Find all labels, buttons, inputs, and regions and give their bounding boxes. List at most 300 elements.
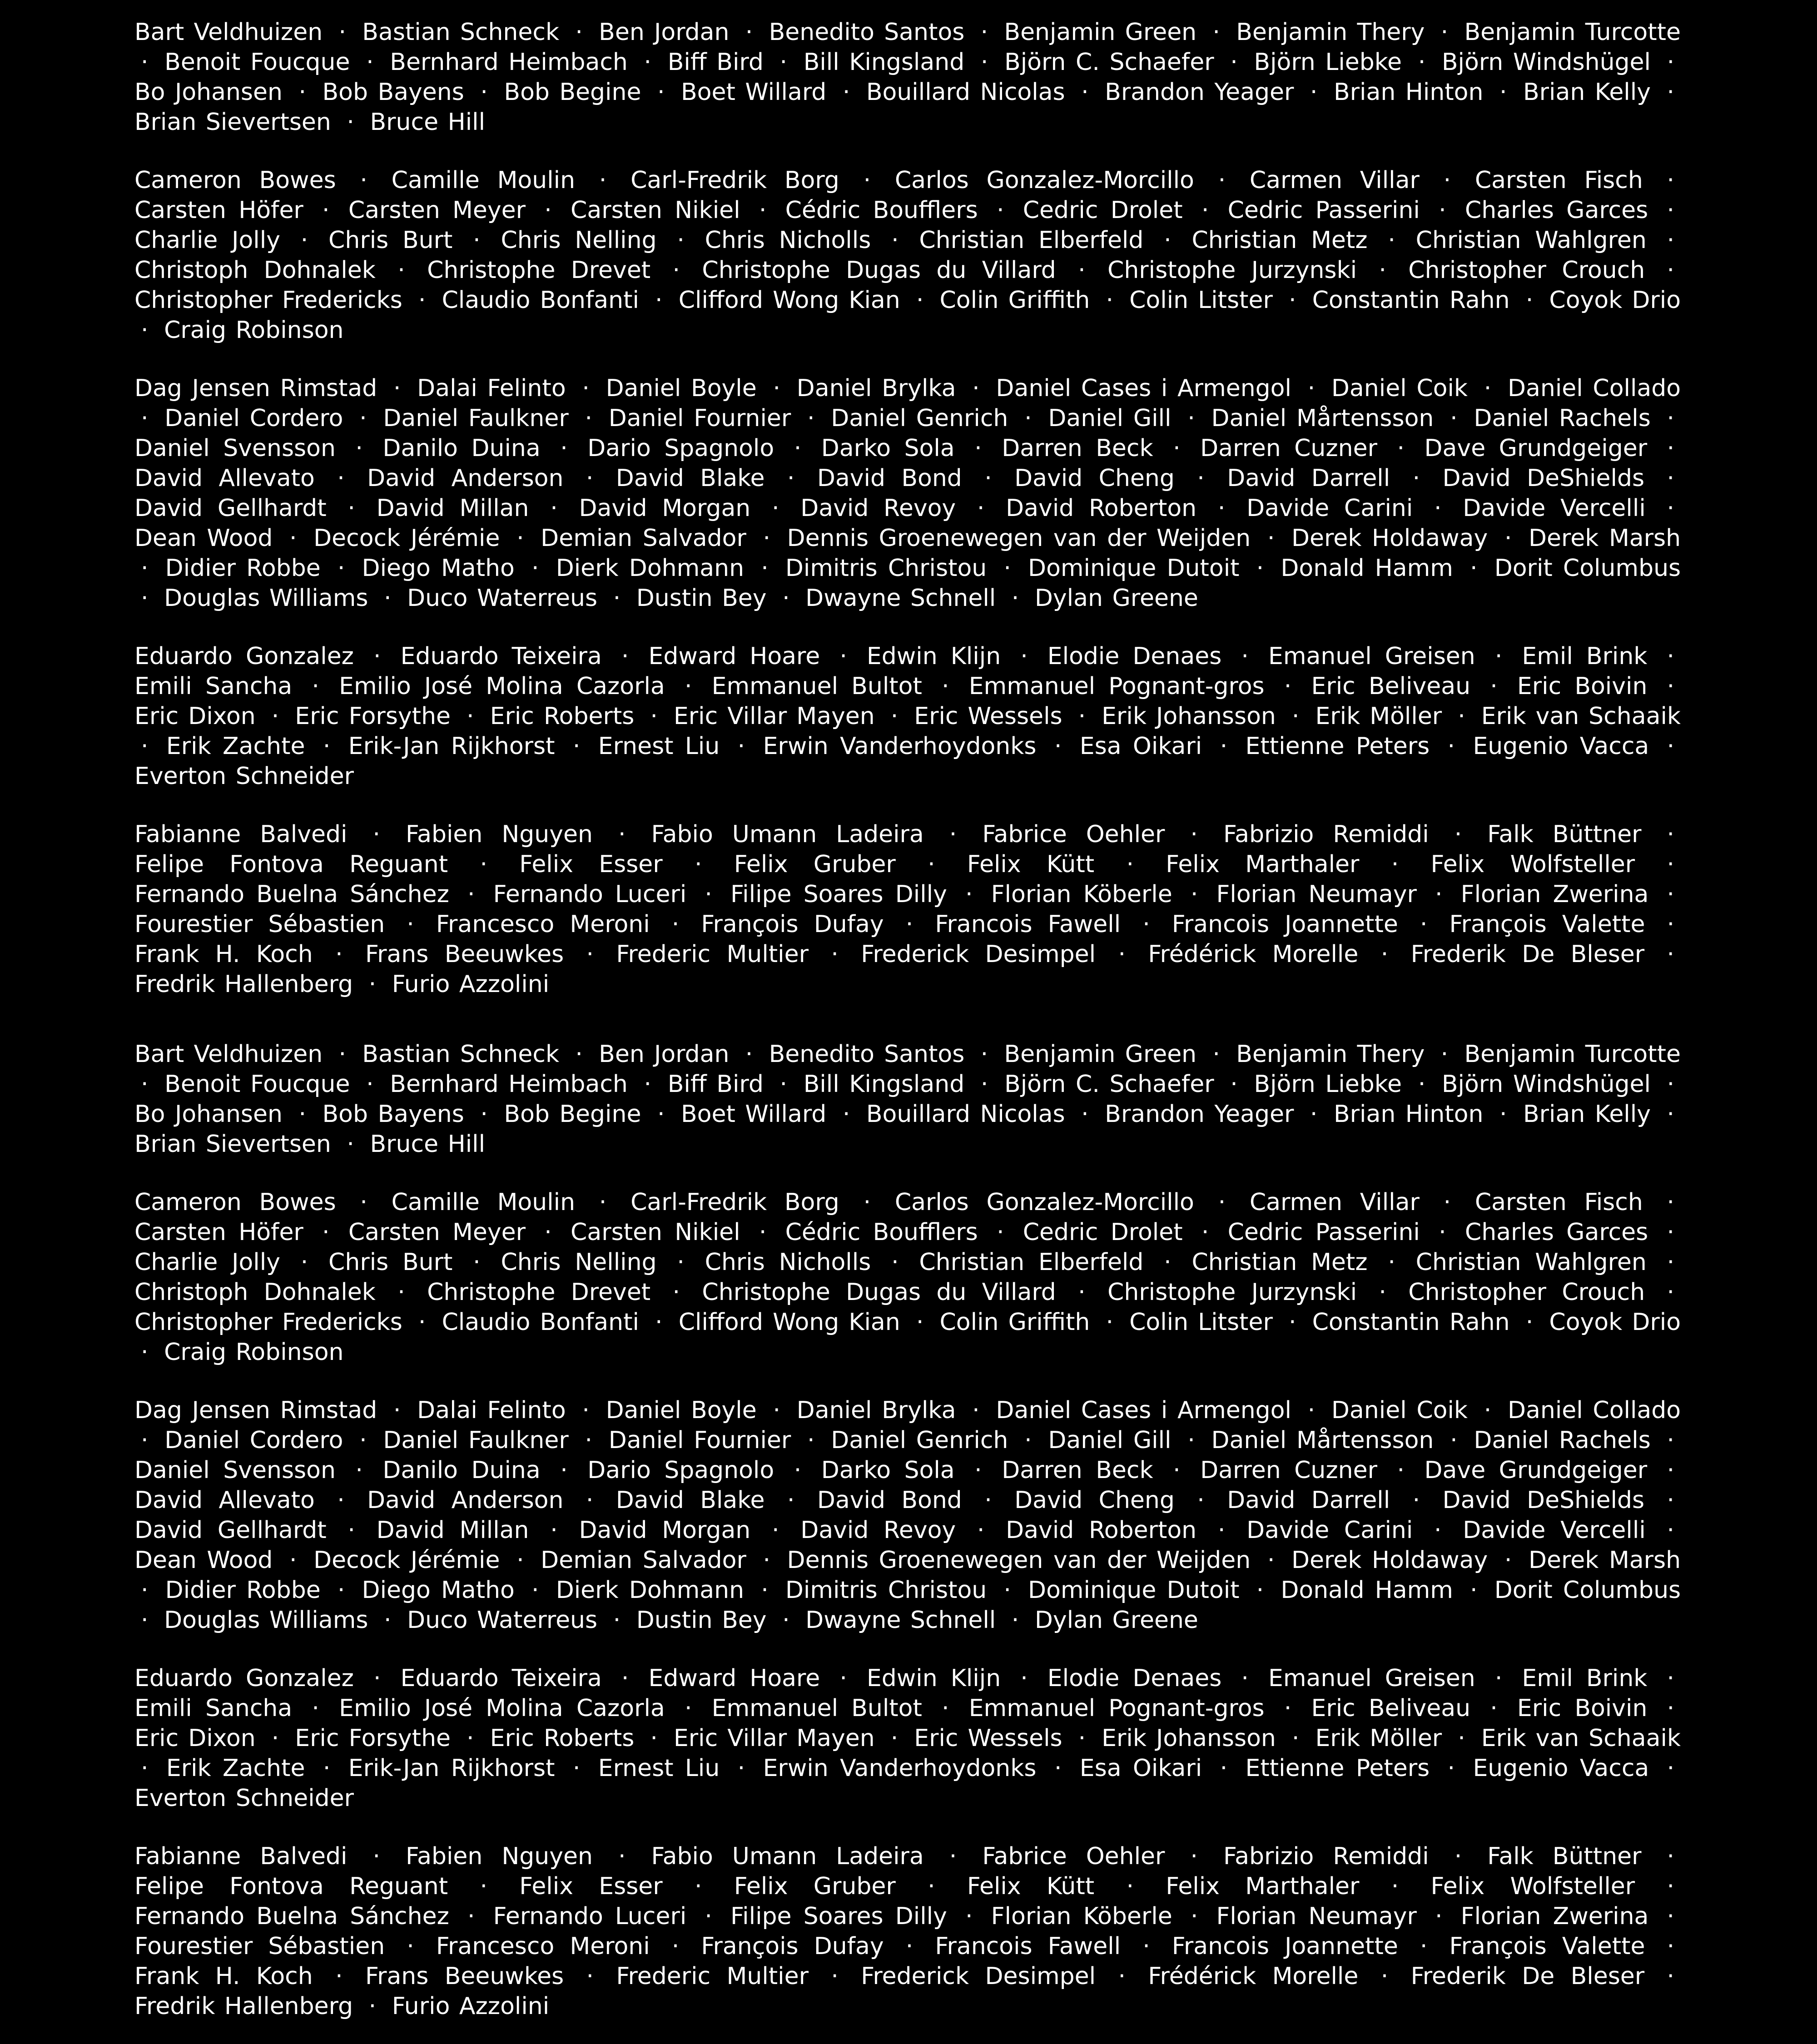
name-separator: ·	[705, 1903, 712, 1930]
name-separator: ·	[1447, 1755, 1455, 1782]
credit-name: Demian Salvador	[541, 1547, 746, 1574]
credit-name: David Morgan	[579, 495, 751, 522]
name-separator: ·	[1024, 1427, 1032, 1454]
credit-name: Frederick Desimpel	[861, 1963, 1096, 1990]
credits-list	[134, 1039, 1681, 2044]
name-separator: ·	[1187, 1427, 1195, 1454]
credit-name: Darko Sola	[821, 435, 955, 462]
credit-name: Daniel Faulkner	[383, 1427, 569, 1454]
name-separator: ·	[1454, 1843, 1462, 1870]
name-separator: ·	[977, 1517, 985, 1544]
credit-name: Colin Griffith	[939, 1309, 1090, 1336]
name-separator: ·	[1450, 405, 1458, 432]
credit-name: Daniel Mårtensson	[1211, 405, 1434, 432]
credit-name: David Anderson	[367, 1487, 564, 1514]
credit-name: Christophe Dugas du Villard	[702, 1279, 1056, 1306]
credit-name: Florian Zwerina	[1460, 1903, 1649, 1930]
name-separator: ·	[694, 1873, 702, 1900]
credit-name: Christian Elberfeld	[919, 1249, 1144, 1276]
name-separator: ·	[1434, 1517, 1442, 1544]
name-separator: ·	[338, 1041, 346, 1068]
credit-name: Emil Brink	[1522, 1665, 1648, 1692]
credit-name: David Morgan	[579, 1517, 751, 1544]
credit-name: Bart Veldhuizen	[134, 1041, 323, 1068]
name-separator: ·	[1267, 1547, 1275, 1574]
name-separator: ·	[996, 1219, 1004, 1246]
name-separator: ·	[347, 1131, 354, 1158]
credit-name: Bob Begine	[504, 1101, 641, 1128]
name-separator: ·	[1173, 435, 1181, 462]
credit-name: Carsten Fisch	[1474, 167, 1643, 194]
name-separator: ·	[1667, 435, 1675, 462]
credit-name: Daniel Genrich	[831, 1427, 1008, 1454]
credit-name: Emanuel Greisen	[1268, 1665, 1475, 1692]
credit-name: Eduardo Teixeira	[400, 1665, 602, 1692]
credit-name: Benjamin Green	[1004, 1041, 1197, 1068]
credit-name: Fourestier Sébastien	[134, 1933, 385, 1960]
name-separator: ·	[1667, 1517, 1675, 1544]
name-separator: ·	[550, 495, 558, 522]
credit-name: Everton Schneider	[134, 1785, 354, 1812]
credit-name: Björn Windshügel	[1441, 1071, 1651, 1098]
credit-name: Davide Vercelli	[1463, 495, 1646, 522]
credit-name: Cameron Bowes	[134, 1189, 336, 1216]
name-separator: ·	[1667, 1457, 1675, 1484]
credit-name: Ernest Liu	[598, 733, 720, 760]
credit-name: Fabianne Balvedi	[134, 1843, 348, 1870]
credit-name: Charlie Jolly	[134, 227, 280, 254]
name-separator: ·	[1288, 287, 1296, 314]
name-separator: ·	[1667, 1071, 1675, 1098]
credit-name: Bob Begine	[504, 79, 641, 106]
credit-name: Edward Hoare	[648, 643, 820, 670]
credit-name: Brian Hinton	[1333, 79, 1484, 106]
credit-name: Elodie Denaes	[1047, 1665, 1222, 1692]
name-separator: ·	[1439, 197, 1446, 224]
name-separator: ·	[1418, 49, 1426, 76]
credit-name: Esa Oikari	[1079, 1755, 1202, 1782]
name-separator: ·	[613, 1607, 621, 1634]
name-separator: ·	[1667, 1843, 1675, 1870]
name-separator: ·	[745, 1041, 753, 1068]
name-separator: ·	[1142, 911, 1150, 938]
name-separator: ·	[418, 1309, 426, 1336]
name-separator: ·	[1443, 1189, 1451, 1216]
credit-name: Francesco Meroni	[436, 911, 650, 938]
credit-name: Daniel Boyle	[606, 1397, 757, 1424]
name-separator: ·	[1667, 257, 1675, 284]
name-separator: ·	[1439, 1219, 1446, 1246]
credit-name: Erwin Vanderhoydonks	[763, 733, 1037, 760]
credit-name: Benjamin Turcotte	[1464, 1041, 1681, 1068]
credit-name: Daniel Cases i Armengol	[996, 1397, 1291, 1424]
credit-name: Emilio José Molina Cazorla	[339, 1695, 665, 1722]
name-separator: ·	[480, 1101, 488, 1128]
name-separator: ·	[1391, 851, 1399, 878]
name-separator: ·	[657, 1101, 665, 1128]
name-separator: ·	[1218, 1189, 1226, 1216]
credit-name: Frans Beeuwkes	[365, 941, 564, 968]
credit-name: Bernhard Heimbach	[390, 49, 628, 76]
name-separator: ·	[298, 79, 306, 106]
name-separator: ·	[368, 1993, 377, 2020]
credit-name: Eric Wessels	[914, 1725, 1062, 1752]
name-separator: ·	[905, 911, 913, 938]
credit-name: Dimitris Christou	[785, 1577, 987, 1604]
credit-name: Emmanuel Pognant-gros	[968, 1695, 1265, 1722]
credit-name: Cedric Drolet	[1023, 197, 1183, 224]
credit-name: Florian Neumayr	[1216, 1903, 1417, 1930]
credit-name: Brian Hinton	[1333, 1101, 1484, 1128]
name-separator: ·	[1667, 49, 1675, 76]
credit-name: Carl-Fredrik Borg	[630, 1189, 839, 1216]
credit-name: Darren Cuzner	[1200, 435, 1378, 462]
credit-name: Daniel Svensson	[134, 1457, 336, 1484]
credit-name: Emmanuel Bultot	[711, 673, 922, 700]
name-separator: ·	[582, 375, 590, 402]
credit-name: David Gellhardt	[134, 495, 327, 522]
credit-name: Davide Vercelli	[1463, 1517, 1646, 1544]
name-separator: ·	[794, 435, 802, 462]
name-separator: ·	[974, 435, 982, 462]
credit-name: David Darrell	[1227, 1487, 1390, 1514]
name-separator: ·	[1256, 1577, 1264, 1604]
name-separator: ·	[1470, 1577, 1478, 1604]
name-separator: ·	[794, 1457, 802, 1484]
credit-name: Felix Marthaler	[1166, 851, 1360, 878]
name-separator: ·	[1078, 1725, 1086, 1752]
credit-name: Florian Neumayr	[1216, 881, 1417, 908]
name-separator: ·	[585, 405, 592, 432]
name-separator: ·	[949, 821, 957, 848]
credit-name: Carl-Fredrik Borg	[630, 167, 839, 194]
name-separator: ·	[1420, 911, 1428, 938]
credit-name: Craig Robinson	[164, 1339, 344, 1366]
name-separator: ·	[373, 643, 381, 670]
name-separator: ·	[1667, 1189, 1675, 1216]
name-separator: ·	[650, 703, 658, 730]
credit-name: Felix Esser	[519, 1873, 663, 1900]
name-separator: ·	[684, 673, 692, 700]
name-separator: ·	[289, 525, 297, 552]
credit-name: Frank H. Koch	[134, 1963, 313, 1990]
credit-name: Daniel Faulkner	[383, 405, 569, 432]
name-separator: ·	[384, 585, 392, 612]
credit-name: Fernando Buelna Sánchez	[134, 881, 449, 908]
name-separator: ·	[1011, 585, 1019, 612]
credit-name: Chris Burt	[328, 1249, 453, 1276]
name-separator: ·	[572, 1755, 581, 1782]
credit-name: Dorit Columbus	[1494, 555, 1681, 582]
name-separator: ·	[842, 79, 850, 106]
name-separator: ·	[1667, 495, 1675, 522]
credit-name: Dave Grundgeiger	[1424, 435, 1648, 462]
name-separator: ·	[467, 1903, 475, 1930]
name-separator: ·	[684, 1695, 692, 1722]
credit-name: Colin Griffith	[939, 287, 1090, 314]
credit-name: Fernando Buelna Sánchez	[134, 1903, 449, 1930]
credit-name: David Bond	[817, 1487, 962, 1514]
name-separator: ·	[1284, 673, 1292, 700]
credit-name: Carsten Fisch	[1474, 1189, 1643, 1216]
name-separator: ·	[650, 1725, 658, 1752]
credit-name: Everton Schneider	[134, 763, 354, 790]
name-separator: ·	[480, 851, 487, 878]
credit-name: Eric Beliveau	[1311, 673, 1471, 700]
credit-name: Erik Johansson	[1102, 1725, 1276, 1752]
name-separator: ·	[1307, 375, 1316, 402]
name-separator: ·	[560, 435, 568, 462]
name-separator: ·	[1126, 1873, 1134, 1900]
credit-name: Boet Willard	[681, 79, 827, 106]
name-separator: ·	[1667, 167, 1675, 194]
name-separator: ·	[1126, 851, 1134, 878]
name-separator: ·	[335, 1963, 343, 1990]
credit-name: David Roberton	[1006, 495, 1197, 522]
credit-name: Christophe Drevet	[427, 257, 651, 284]
credit-name: Bruce Hill	[370, 109, 486, 136]
credit-name: Erik-Jan Rijkhorst	[348, 733, 555, 760]
credit-name: Clifford Wong Kian	[678, 1309, 900, 1336]
credit-name: Darren Beck	[1002, 435, 1153, 462]
credit-name: Carsten Nikiel	[571, 197, 740, 224]
credit-name: Erik-Jan Rijkhorst	[348, 1755, 555, 1782]
name-separator: ·	[1435, 1903, 1443, 1930]
name-separator: ·	[407, 1933, 414, 1960]
credit-name: Chris Nicholls	[705, 1249, 871, 1276]
credit-name: Carlos Gonzalez-Morcillo	[894, 167, 1194, 194]
credit-name: Christophe Jurzynski	[1107, 257, 1357, 284]
credit-name: Dominique Dutoit	[1028, 1577, 1240, 1604]
name-separator: ·	[980, 49, 988, 76]
name-separator: ·	[1667, 1695, 1675, 1722]
name-separator: ·	[1003, 1577, 1011, 1604]
name-separator: ·	[531, 1577, 539, 1604]
credit-name: Erik van Schaaik	[1481, 703, 1681, 730]
credit-name: Emmanuel Bultot	[711, 1695, 922, 1722]
name-separator: ·	[323, 733, 331, 760]
name-separator: ·	[671, 911, 680, 938]
credit-name: Bruce Hill	[370, 1131, 486, 1158]
name-separator: ·	[1164, 1249, 1172, 1276]
name-separator: ·	[141, 49, 149, 76]
name-separator: ·	[759, 1219, 767, 1246]
credits-section-f	[134, 819, 1681, 999]
credit-name: Falk Büttner	[1487, 821, 1642, 848]
name-separator: ·	[1667, 1755, 1675, 1782]
name-separator: ·	[372, 1843, 380, 1870]
credit-name: David Bond	[817, 465, 962, 492]
name-separator: ·	[1454, 821, 1462, 848]
name-separator: ·	[705, 881, 712, 908]
name-separator: ·	[1054, 733, 1062, 760]
credit-name: David DeShields	[1442, 1487, 1645, 1514]
credit-name: Carsten Meyer	[348, 197, 526, 224]
credit-name: Erwin Vanderhoydonks	[763, 1755, 1037, 1782]
name-separator: ·	[891, 227, 899, 254]
credit-name: François Valette	[1449, 911, 1645, 938]
name-separator: ·	[1011, 1607, 1019, 1634]
credit-name: Colin Litster	[1129, 1309, 1273, 1336]
name-separator: ·	[1667, 1427, 1675, 1454]
name-separator: ·	[480, 79, 488, 106]
name-separator: ·	[782, 1607, 790, 1634]
name-separator: ·	[763, 525, 770, 552]
credit-name: Charles Garces	[1465, 1219, 1648, 1246]
name-separator: ·	[980, 1041, 988, 1068]
credit-name: Erik Möller	[1315, 703, 1442, 730]
credit-name: Coyok Drio	[1549, 287, 1681, 314]
name-separator: ·	[531, 555, 539, 582]
credit-name: Ben Jordan	[599, 19, 730, 46]
credit-name: Brian Sievertsen	[134, 109, 331, 136]
credit-name: Felix Kütt	[967, 851, 1095, 878]
credit-name: Derek Holdaway	[1291, 525, 1488, 552]
credit-name: Christophe Dugas du Villard	[702, 257, 1056, 284]
credit-name: Bouillard Nicolas	[866, 1101, 1065, 1128]
name-separator: ·	[1412, 1487, 1420, 1514]
name-separator: ·	[928, 1873, 935, 1900]
name-separator: ·	[928, 851, 935, 878]
name-separator: ·	[863, 167, 871, 194]
name-separator: ·	[1197, 1487, 1205, 1514]
credit-name: Decock Jérémie	[313, 1547, 500, 1574]
name-separator: ·	[1420, 1933, 1428, 1960]
name-separator: ·	[807, 1427, 815, 1454]
credits-section-e	[134, 1663, 1681, 1813]
name-separator: ·	[1667, 1249, 1675, 1276]
credit-name: Eduardo Teixeira	[400, 643, 602, 670]
name-separator: ·	[1667, 673, 1675, 700]
credit-name: Dag Jensen Rimstad	[134, 375, 377, 402]
name-separator: ·	[397, 1279, 405, 1306]
name-separator: ·	[1388, 227, 1395, 254]
name-separator: ·	[1078, 257, 1086, 284]
name-separator: ·	[397, 257, 405, 284]
credit-name: Christian Metz	[1191, 227, 1368, 254]
credit-name: Christopher Crouch	[1408, 257, 1645, 284]
credit-name: Francois Fawell	[935, 911, 1121, 938]
name-separator: ·	[289, 1547, 297, 1574]
credit-name: Dwayne Schnell	[805, 1607, 996, 1634]
credit-name: Erik Zachte	[166, 1755, 305, 1782]
credit-name: Frederic Multier	[616, 1963, 809, 1990]
credit-name: Clifford Wong Kian	[678, 287, 900, 314]
credit-name: Dimitris Christou	[785, 555, 987, 582]
name-separator: ·	[965, 1903, 973, 1930]
name-separator: ·	[1288, 1309, 1296, 1336]
name-separator: ·	[407, 911, 414, 938]
credit-name: Fernando Luceri	[493, 881, 687, 908]
credit-name: Daniel Collado	[1507, 375, 1681, 402]
credit-name: Chris Nelling	[501, 227, 657, 254]
name-separator: ·	[141, 1071, 149, 1098]
name-separator: ·	[1525, 1309, 1534, 1336]
name-separator: ·	[916, 287, 924, 314]
credit-name: Claudio Bonfanti	[442, 1309, 639, 1336]
credit-name: Dalai Felinto	[417, 375, 566, 402]
name-separator: ·	[621, 643, 629, 670]
credit-name: Fabrizio Remiddi	[1223, 1843, 1429, 1870]
credits-section-d	[134, 373, 1681, 613]
credit-name: Diego Matho	[362, 1577, 515, 1604]
name-separator: ·	[1310, 79, 1318, 106]
name-separator: ·	[771, 1517, 779, 1544]
name-separator: ·	[890, 1725, 899, 1752]
credit-name: Bo Johansen	[134, 1101, 283, 1128]
name-separator: ·	[842, 1101, 850, 1128]
credit-name: Erik van Schaaik	[1481, 1725, 1681, 1752]
credit-name: Christophe Drevet	[427, 1279, 651, 1306]
name-separator: ·	[348, 495, 355, 522]
credits-section-b	[134, 17, 1681, 137]
credit-name: Carsten Höfer	[134, 197, 303, 224]
name-separator: ·	[599, 1189, 607, 1216]
credit-name: Fabrizio Remiddi	[1223, 821, 1429, 848]
credit-name: Dennis Groenewegen van der Weijden	[787, 525, 1251, 552]
name-separator: ·	[839, 643, 847, 670]
name-separator: ·	[1212, 1041, 1220, 1068]
credit-name: David Gellhardt	[134, 1517, 327, 1544]
credit-name: Daniel Boyle	[606, 375, 757, 402]
credit-name: Fredrik Hallenberg	[134, 971, 353, 998]
name-separator: ·	[560, 1457, 568, 1484]
name-separator: ·	[737, 733, 745, 760]
credit-name: Francois Joannette	[1172, 911, 1398, 938]
name-separator: ·	[348, 1517, 355, 1544]
name-separator: ·	[582, 1397, 590, 1424]
name-separator: ·	[1667, 405, 1675, 432]
credit-name: Felix Wolfsteller	[1430, 851, 1635, 878]
name-separator: ·	[949, 1843, 957, 1870]
credits-section-d	[134, 1395, 1681, 1635]
credit-name: Benjamin Thery	[1236, 1041, 1425, 1068]
credit-name: Eric Boivin	[1517, 673, 1648, 700]
credit-name: Dario Spagnolo	[587, 1457, 774, 1484]
name-separator: ·	[1201, 197, 1209, 224]
name-separator: ·	[1081, 1101, 1089, 1128]
name-separator: ·	[141, 405, 149, 432]
credit-name: Benjamin Turcotte	[1464, 19, 1681, 46]
name-separator: ·	[372, 821, 380, 848]
name-separator: ·	[1667, 79, 1675, 106]
name-separator: ·	[322, 1219, 330, 1246]
credit-name: Emmanuel Pognant-gros	[968, 673, 1265, 700]
credit-name: Bastian Schneck	[362, 1041, 560, 1068]
name-separator: ·	[141, 555, 149, 582]
credit-name: Duco Waterreus	[407, 1607, 598, 1634]
credit-name: Fabio Umann Ladeira	[651, 821, 924, 848]
name-separator: ·	[831, 941, 839, 968]
name-separator: ·	[271, 703, 279, 730]
credit-name: David Millan	[376, 495, 529, 522]
name-separator: ·	[1667, 733, 1675, 760]
name-separator: ·	[655, 1309, 663, 1336]
name-separator: ·	[586, 465, 594, 492]
name-separator: ·	[359, 405, 367, 432]
credit-name: Camille Moulin	[391, 167, 576, 194]
name-separator: ·	[1291, 1725, 1300, 1752]
credit-name: Carsten Meyer	[348, 1219, 526, 1246]
credit-name: Brandon Yeager	[1105, 1101, 1294, 1128]
name-separator: ·	[575, 1041, 583, 1068]
credit-name: David Allevato	[134, 1487, 315, 1514]
credit-name: Benoit Foucque	[164, 1071, 350, 1098]
credit-name: Chris Nicholls	[705, 227, 871, 254]
credit-name: Felix Esser	[519, 851, 663, 878]
name-separator: ·	[671, 1933, 680, 1960]
credit-name: Eric Wessels	[914, 703, 1062, 730]
